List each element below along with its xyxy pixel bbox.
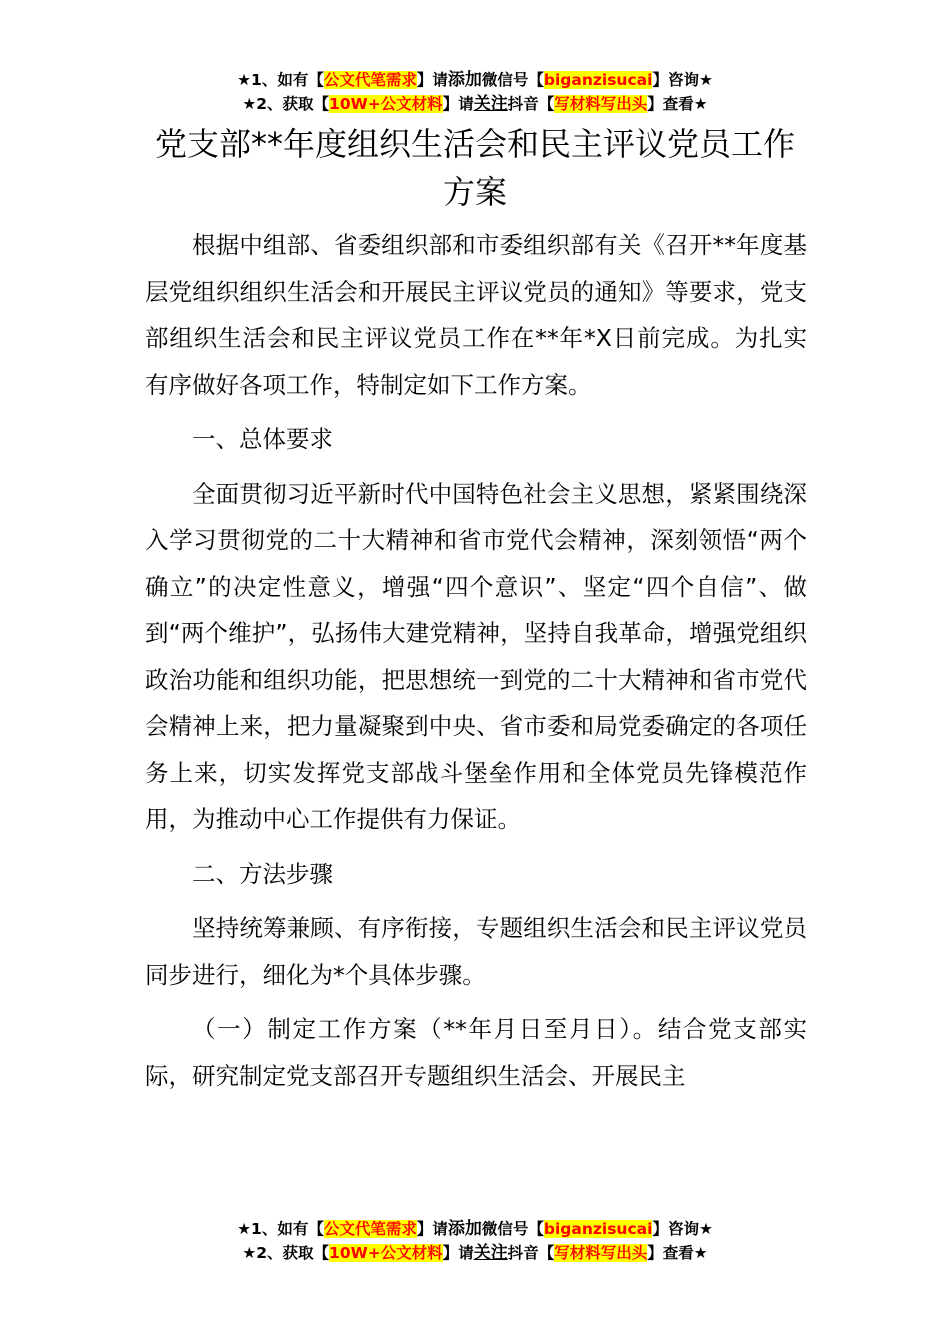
banner-text: 】请 — [416, 1220, 448, 1238]
banner-highlight: 写材料写出头 — [554, 1244, 648, 1262]
banner-text: 抖音【 — [507, 1244, 555, 1262]
document-body — [145, 222, 807, 1099]
banner-text: 】咨询 — [652, 71, 699, 89]
header-banner — [0, 68, 950, 116]
banner-text: 】请 — [416, 71, 448, 89]
star-icon: ★ — [237, 71, 252, 89]
star-icon: ★ — [693, 1244, 708, 1262]
banner-highlight: 10W+公文材料 — [329, 95, 443, 113]
banner-line-2 — [0, 92, 950, 116]
star-icon: ★ — [242, 95, 257, 113]
banner-highlight: 写材料写出头 — [554, 95, 648, 113]
star-icon: ★ — [242, 1244, 257, 1262]
banner-line-1 — [0, 1217, 950, 1241]
banner-text: 】查看 — [647, 95, 694, 113]
star-icon: ★ — [698, 1220, 713, 1238]
body-paragraph: （一）制定工作方案（**年月日至月日）。结合党支部实际，研究制定党支部召开专题组织生活会、开展民主 — [145, 1015, 807, 1090]
banner-text: 2、获取【 — [256, 1244, 330, 1262]
banner-emphasis: 添加 — [447, 1219, 482, 1239]
banner-text: 抖音【 — [507, 95, 555, 113]
banner-emphasis: 关注 — [473, 94, 508, 114]
star-icon: ★ — [237, 1220, 252, 1238]
banner-text: 微信号【 — [481, 71, 544, 89]
banner-line-1 — [0, 68, 950, 92]
banner-highlight: biganzisucai — [543, 1220, 653, 1238]
section-heading-1: 一、总体要求 — [192, 425, 333, 453]
banner-text: 】请 — [442, 95, 474, 113]
banner-text: 微信号【 — [481, 1220, 544, 1238]
star-icon: ★ — [693, 95, 708, 113]
banner-highlight: biganzisucai — [543, 71, 653, 89]
banner-text: 1、如有【 — [251, 1220, 324, 1238]
section-heading-2: 二、方法步骤 — [192, 859, 333, 888]
banner-text: 】咨询 — [652, 1220, 699, 1238]
banner-text: 1、如有【 — [251, 71, 324, 89]
banner-highlight: 公文代笔需求 — [323, 1220, 417, 1238]
body-paragraph: 全面贯彻习近平新时代中国特色社会主义思想，紧紧围绕深入学习贯彻党的二十大精神和省市党代会精神，深刻领悟“两个确立”的决定性意义，增强“四个意识”、坚定“四个自信”、做到“两个维护”，弘扬伟大建党精神，坚持自我革命，增强党组织政治功能和组织功能，把思想统一到党的二十大精神和省市党代会精神上来，把力量凝聚到中央、省市委和局党委确定的各项任务上来，切实发挥党支部战斗堡垒作用和全体党员先锋模范作用，为推动中心工作提供有力保证。 — [145, 479, 807, 833]
banner-line-2 — [0, 1241, 950, 1265]
footer-banner — [0, 1217, 950, 1265]
banner-highlight: 10W+公文材料 — [329, 1244, 443, 1262]
banner-text: 2、获取【 — [256, 95, 330, 113]
body-paragraph: 坚持统筹兼顾、有序衔接，专题组织生活会和民主评议党员同步进行，细化为*个具体步骤。 — [145, 914, 807, 989]
document-title: 党支部**年度组织生活会和民主评议党员工作方案 — [154, 125, 795, 211]
banner-emphasis: 关注 — [473, 1243, 508, 1263]
star-icon: ★ — [698, 71, 713, 89]
banner-text: 】请 — [442, 1244, 474, 1262]
banner-emphasis: 添加 — [447, 70, 482, 90]
intro-paragraph: 根据中组部、省委组织部和市委组织部有关《召开**年度基层党组织组织生活会和开展民主评议党员的通知》等要求，党支部组织生活会和民主评议党员工作在**年*X日前完成。为扎实有序做好各项工作，特制定如下工作方案。 — [145, 231, 807, 399]
banner-text: 】查看 — [647, 1244, 694, 1262]
banner-highlight: 公文代笔需求 — [323, 71, 417, 89]
